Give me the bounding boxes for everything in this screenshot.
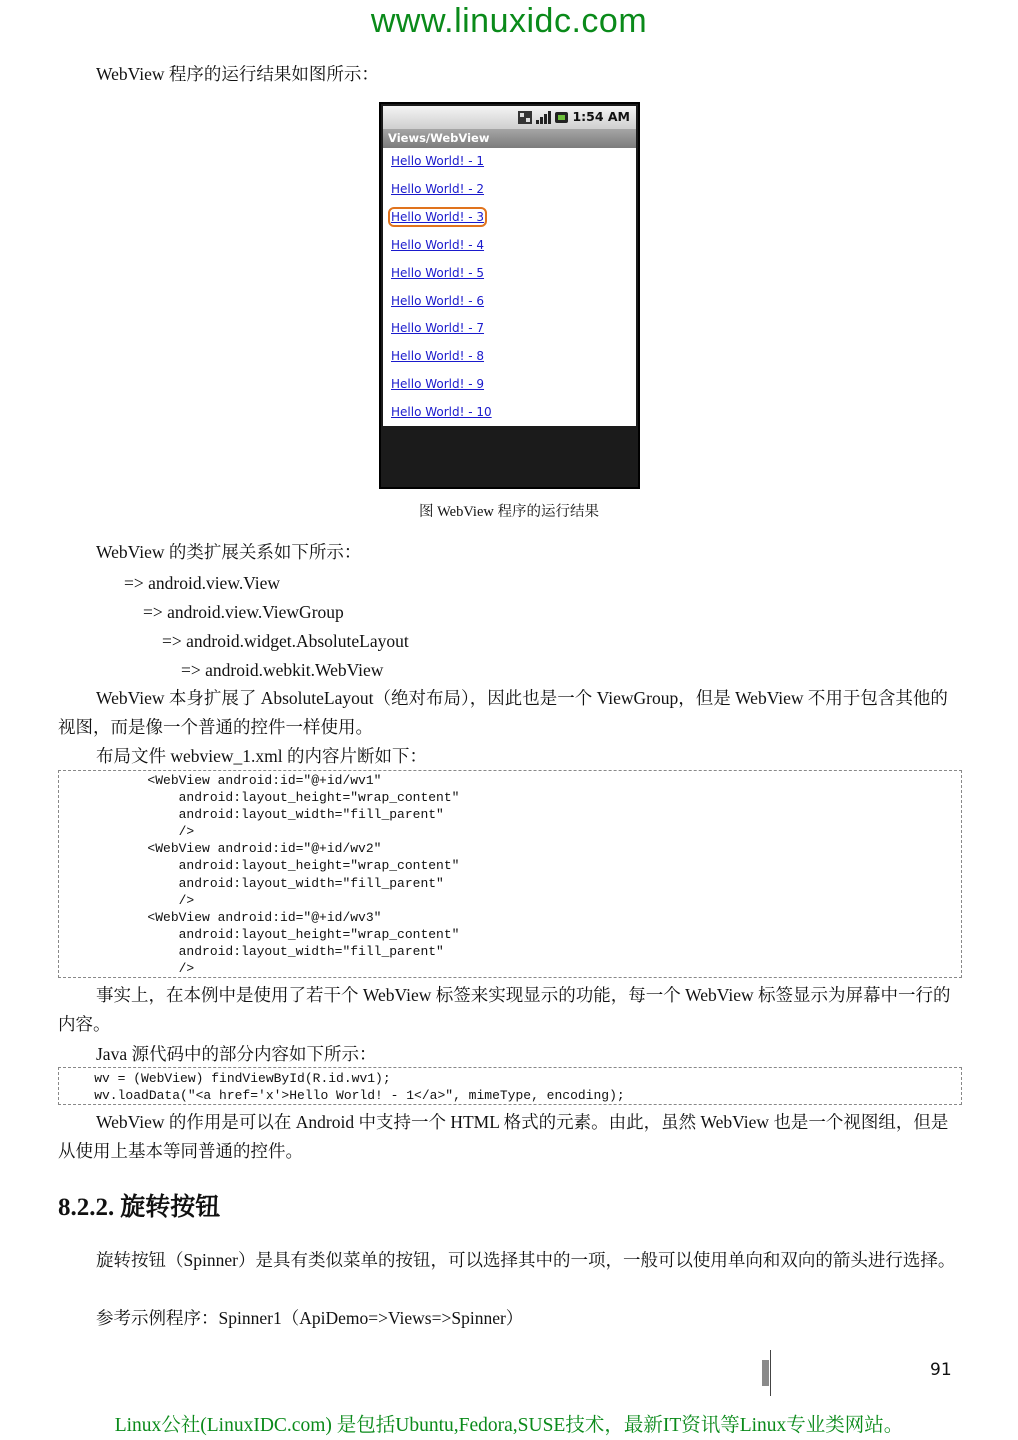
figure-caption: 图 WebView 程序的运行结果: [419, 504, 599, 520]
footer-banner: Linux公社(LinuxIDC.com) 是包括Ubuntu,Fedora,SUSE技术，最新IT资讯等Linux专业类网站。: [114, 1415, 904, 1436]
webview-link[interactable]: Hello World! - 10: [391, 405, 492, 420]
webview-area: [383, 148, 636, 426]
layout-intro: 布局文件 webview_1.xml 的内容片断如下：: [96, 746, 428, 766]
example-reference: 参考示例程序：Spinner1（ApiDemo=>Views=>Spinner）: [96, 1308, 524, 1328]
section-heading: [58, 1187, 220, 1223]
phone-screenshot: [379, 102, 640, 489]
page-marker-bar: [762, 1360, 769, 1386]
java-intro: Java 源代码中的部分内容如下所示：: [96, 1044, 377, 1064]
paragraph-fact: 事实上，在本例中是使用了若干个 WebView 标签来实现显示的功能，每一个 WebView 标签显示为屏幕中一行的内容。: [58, 985, 951, 1034]
paragraph-spinner: 旋转按钮（Spinner）是具有类似菜单的按钮，可以选择其中的一项，一般可以使用单向和双向的箭头进行选择。: [96, 1250, 956, 1270]
webview-link[interactable]: Hello World! - 9: [391, 377, 485, 392]
paragraph-extends: WebView 本身扩展了 AbsoluteLayout（绝对布局），因此也是一个 ViewGroup，但是 WebView 不用于包含其他的视图，而是像一个普通的控件一样使用。: [58, 688, 948, 737]
class-hierarchy-intro: WebView 的类扩展关系如下所示：: [96, 542, 362, 562]
webview-link[interactable]: Hello World! - 5: [391, 265, 485, 280]
hierarchy-line: => android.widget.AbsoluteLayout: [162, 631, 409, 651]
webview-link[interactable]: Hello World! - 1: [391, 154, 485, 168]
webview-link[interactable]: Hello World! - 2: [391, 181, 485, 196]
java-code-block: [58, 1067, 962, 1105]
status-bar: [383, 106, 636, 129]
battery-icon: [554, 111, 570, 124]
section-number: 8.2.2.: [58, 1194, 115, 1221]
signal-icon: [536, 111, 552, 124]
xml-code: <WebView android:id="@+id/wv1" android:layout_height="wrap_content" android:layout_width="fill_parent" /> <WebView android:id="@+id/wv2" android:layout_height="wrap_content" android:layout_width="fill_parent" /> <WebView android:id="@+id/wv3" android:layout_height="wrap_content" android:layout_width="fill_parent" />: [147, 773, 460, 977]
intro-line: WebView 程序的运行结果如图所示：: [96, 64, 379, 84]
header-url: www.linuxidc.com: [370, 2, 648, 40]
app-title-bar: Views/WebView: [383, 129, 636, 148]
webview-link[interactable]: Hello World! - 6: [391, 293, 485, 308]
page-number: 91: [930, 1360, 952, 1380]
webview-link[interactable]: Hello World! - 4: [391, 237, 485, 252]
hierarchy-line: => android.webkit.WebView: [181, 660, 384, 680]
network-3g-icon: [518, 111, 532, 124]
section-title: 旋转按钮: [120, 1194, 221, 1221]
java-code: wv = (WebView) findViewById(R.id.wv1); wv.loadData("<a href='x'>Hello World! - 1</a>", mimeType, encoding);: [94, 1071, 625, 1104]
page-divider: [770, 1350, 771, 1396]
paragraph-role: WebView 的作用是可以在 Android 中支持一个 HTML 格式的元素。由此，虽然 WebView 也是一个视图组，但是从使用上基本等同普通的控件。: [58, 1112, 949, 1161]
hierarchy-line: => android.view.View: [124, 573, 281, 593]
webview-link[interactable]: Hello World! - 7: [391, 321, 485, 336]
xml-code-block: [58, 770, 962, 978]
webview-link[interactable]: Hello World! - 8: [391, 349, 485, 364]
status-time: 1:54 AM: [572, 109, 630, 124]
hierarchy-line: => android.view.ViewGroup: [143, 602, 344, 622]
webview-link[interactable]: Hello World! - 3: [391, 209, 485, 224]
